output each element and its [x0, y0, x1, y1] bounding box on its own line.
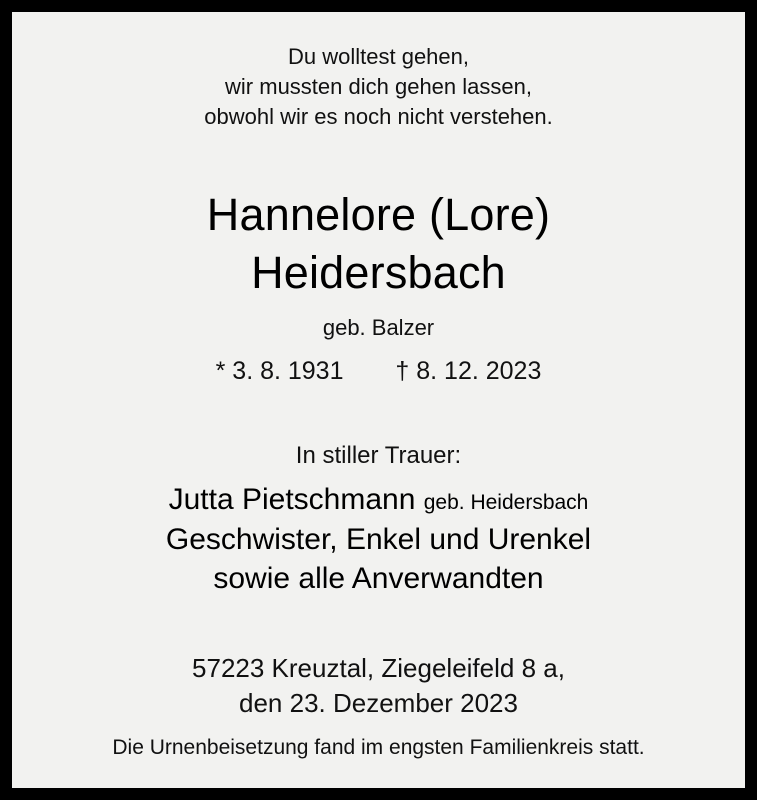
- obituary-content: [12, 42, 745, 760]
- birth-date: * 3. 8. 1931: [215, 356, 344, 385]
- mourner-primary-suffix: geb. Heidersbach: [423, 490, 589, 514]
- place-line-1: 57223 Kreuztal, Ziegeleifeld 8 a,: [192, 653, 565, 684]
- deceased-name-line-1: Hannelore (Lore): [206, 189, 551, 241]
- mourners-list: [166, 480, 591, 600]
- mourning-label: In stiller Trauer:: [295, 441, 462, 469]
- mourner-line-3: sowie alle Anverwandten: [213, 562, 544, 596]
- verse-line-2: wir mussten dich gehen lassen,: [225, 74, 532, 100]
- verse-line-1: Du wolltest gehen,: [288, 44, 469, 69]
- memorial-verse: [204, 42, 553, 132]
- place-and-date: [192, 651, 565, 721]
- mourner-line-2: Geschwister, Enkel und Urenkel: [165, 522, 592, 556]
- deceased-name-line-2: Heidersbach: [251, 246, 506, 298]
- place-line-2: den 23. Dezember 2023: [239, 688, 518, 719]
- verse-line-3: obwohl wir es noch nicht verstehen.: [204, 104, 553, 130]
- death-date: † 8. 12. 2023: [395, 356, 542, 385]
- deceased-name: [207, 186, 550, 300]
- burial-note: Die Urnenbeisetzung fand im engsten Familienkreis statt.: [112, 735, 645, 759]
- maiden-name: geb. Balzer: [322, 314, 435, 340]
- mourner-primary-line: [166, 480, 591, 520]
- mourner-primary-name: Jutta Pietschmann: [168, 482, 416, 516]
- life-dates: [216, 357, 542, 386]
